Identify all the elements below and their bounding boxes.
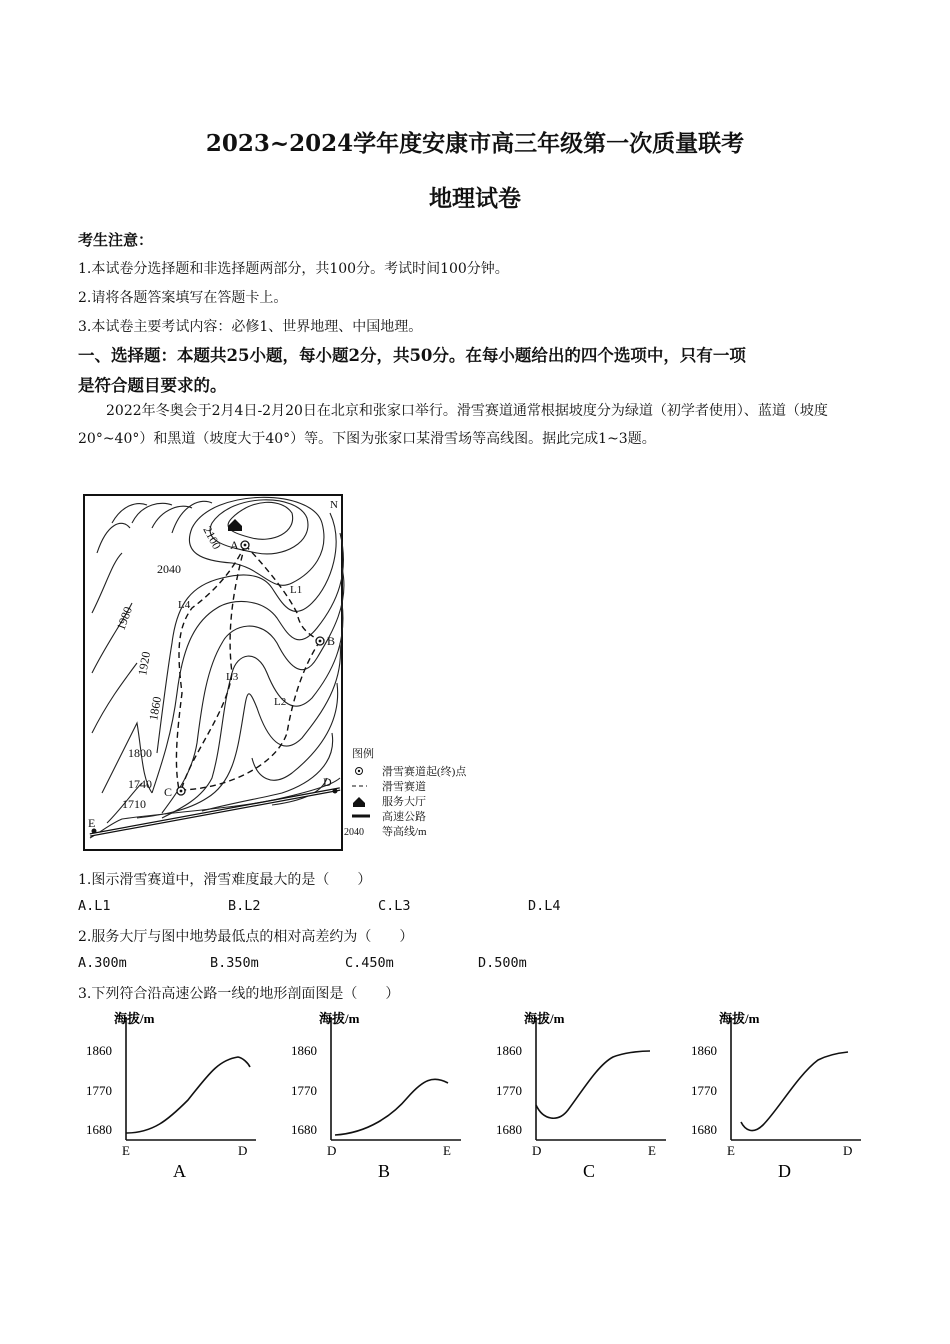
point-label-b: B: [327, 634, 336, 648]
y-tick-label: 1770: [291, 1083, 317, 1098]
point-label-e: E: [88, 816, 96, 830]
y-axis-label: 海拔/m: [319, 1011, 360, 1026]
exam-subtitle: 地理试卷: [429, 185, 521, 212]
y-tick-label: 1680: [86, 1122, 112, 1137]
y-tick-label: 1770: [496, 1083, 522, 1098]
y-tick-label: 1860: [691, 1043, 717, 1058]
legend-item: 等高线/m: [382, 826, 427, 838]
option[interactable]: B.L2: [228, 898, 261, 914]
notice-heading: 考生注意：: [78, 231, 154, 249]
contour-label: 2040: [157, 562, 181, 576]
x-left-label: D: [327, 1143, 337, 1158]
panel-label: D: [778, 1161, 791, 1181]
notice-item: 2.请将各题答案填写在答题卡上。: [78, 290, 288, 306]
track-label: L2: [274, 696, 287, 708]
y-axis-label: 海拔/m: [524, 1011, 565, 1026]
y-tick-label: 1770: [86, 1083, 112, 1098]
profile-panel[interactable]: [86, 1011, 256, 1181]
option[interactable]: D.L4: [528, 898, 561, 914]
notice-item: 3.本试卷主要考试内容：必修1、世界地理、中国地理。: [78, 319, 423, 335]
question-1: 1.图示滑雪赛道中，滑雪难度最大的是（ ）: [78, 872, 372, 888]
point-label-c: C: [164, 785, 173, 799]
section-heading: 一、选择题：本题共25小题，每小题2分，共50分。在每小题给出的四个选项中，只有一项: [78, 346, 746, 365]
profile-panel[interactable]: [496, 1011, 666, 1181]
panel-label: C: [583, 1161, 596, 1181]
y-tick-label: 1860: [496, 1043, 522, 1058]
y-tick-label: 1680: [691, 1122, 717, 1137]
passage: 2022年冬奥会于2月4日-2月20日在北京和张家口举行。滑雪赛道通常根据坡度分为绿道（初学者使用）、蓝道（坡度20°~40°）和黑道（坡度大于40°）等。下图为张家口某滑雪场等高线图。据此完成1~3题。: [78, 403, 828, 447]
contour-label: 1980: [113, 604, 136, 633]
profile-curve: [536, 1051, 650, 1118]
contour-map: [82, 493, 482, 853]
contour-label: 1800: [128, 746, 152, 760]
option[interactable]: D.500m: [478, 955, 527, 971]
x-left-label: E: [122, 1143, 130, 1158]
point-label-a: A: [230, 538, 239, 552]
y-tick-label: 1680: [291, 1122, 317, 1137]
option[interactable]: A.L1: [78, 898, 111, 914]
map-legend: [344, 746, 467, 838]
x-right-label: D: [843, 1143, 853, 1158]
profile-panel[interactable]: [291, 1011, 461, 1181]
profile-panel[interactable]: [691, 1011, 861, 1181]
x-left-label: E: [727, 1143, 735, 1158]
point-label-d: D: [323, 775, 332, 789]
contour-label: 1710: [122, 797, 146, 811]
y-axis-label: 海拔/m: [114, 1011, 155, 1026]
x-right-label: D: [238, 1143, 248, 1158]
legend-item: 滑雪赛道起(终)点: [382, 766, 467, 778]
profile-options: [78, 1005, 868, 1190]
x-right-label: E: [648, 1143, 656, 1158]
profile-curve: [741, 1052, 848, 1131]
legend-item: 服务大厅: [382, 796, 426, 808]
notice-item: 1.本试卷分选择题和非选择题两部分，共100分。考试时间100分钟。: [78, 261, 509, 277]
track-label: L3: [226, 671, 239, 683]
legend-contour-sample: 2040: [344, 827, 364, 838]
question-2: 2.服务大厅与图中地势最低点的相对高差约为（ ）: [78, 929, 414, 945]
legend-item: 滑雪赛道: [382, 781, 426, 793]
exam-title: 2023~2024学年度安康市高三年级第一次质量联考: [205, 130, 745, 157]
profile-curve: [335, 1079, 448, 1135]
y-tick-label: 1860: [291, 1043, 317, 1058]
legend-item: 高速公路: [382, 811, 426, 823]
x-right-label: E: [443, 1143, 451, 1158]
option[interactable]: C.L3: [378, 898, 411, 914]
north-label: N: [330, 499, 338, 511]
track-label: L4: [178, 599, 191, 611]
question-3: 3.下列符合沿高速公路一线的地形剖面图是（ ）: [78, 986, 400, 1002]
panel-label: A: [173, 1161, 186, 1181]
contour-label: 2100: [200, 523, 224, 552]
legend-title: 图例: [352, 748, 374, 760]
y-axis-label: 海拔/m: [719, 1011, 760, 1026]
contour-label: 1920: [135, 650, 154, 677]
option[interactable]: C.450m: [345, 955, 394, 971]
option[interactable]: B.350m: [210, 955, 259, 971]
section-heading-cont: 是符合题目要求的。: [78, 376, 227, 395]
contour-label: 1740: [128, 777, 152, 791]
contour-label: 1860: [146, 695, 165, 722]
y-tick-label: 1680: [496, 1122, 522, 1137]
x-left-label: D: [532, 1143, 542, 1158]
panel-label: B: [378, 1161, 391, 1181]
y-tick-label: 1860: [86, 1043, 112, 1058]
y-tick-label: 1770: [691, 1083, 717, 1098]
profile-curve: [126, 1057, 250, 1133]
track-label: L1: [290, 584, 303, 596]
option[interactable]: A.300m: [78, 955, 127, 971]
